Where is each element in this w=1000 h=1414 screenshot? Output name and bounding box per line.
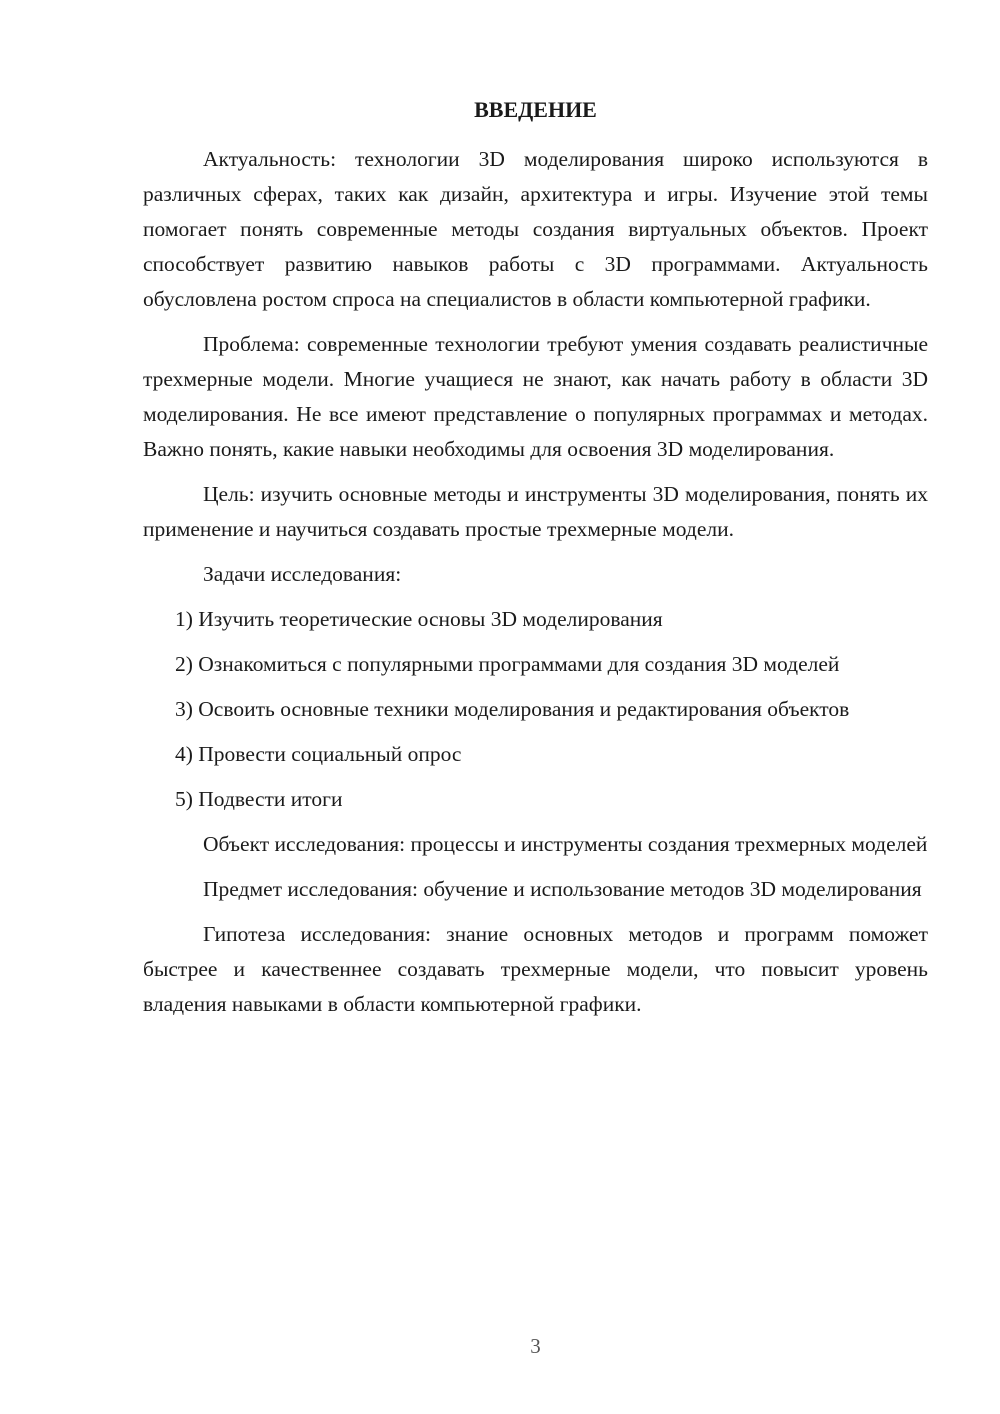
- tasks-heading: Задачи исследования:: [203, 562, 402, 586]
- paragraph-object: Объект исследования: процессы и инструменты создания трехмерных моделей: [203, 832, 928, 856]
- paragraph-problem: Проблема: современные технологии требуют умения создавать реалистичные трехмерные модели. Многие учащиеся не знают, как начать работу в области 3D моделирования. Не все имеют представление о популярных программах и методах. Важно понять, какие навыки необходимы для освоения 3D моделирования.: [143, 332, 928, 461]
- paragraph-hypothesis: Гипотеза исследования: знание основных методов и программ поможет быстрее и качественнее создавать трехмерные модели, что повысит уровень владения навыками в области компьютерной графики.: [143, 922, 928, 1016]
- task-item-4: 4) Провести социальный опрос: [175, 742, 462, 766]
- document-page: [143, 0, 928, 1414]
- task-item-2: 2) Ознакомиться с популярными программами для создания 3D моделей: [175, 652, 840, 676]
- page-number: 3: [530, 1334, 541, 1358]
- paragraph-goal: Цель: изучить основные методы и инструменты 3D моделирования, понять их применение и научиться создавать простые трехмерные модели.: [143, 482, 928, 541]
- paragraph-relevance: Актуальность: технологии 3D моделирования широко используются в различных сферах, таких как дизайн, архитектура и игры. Изучение этой темы помогает понять современные методы создания виртуальных объектов. Проект способствует развитию навыков работы с 3D программами. Актуальность обусловлена ростом спроса на специалистов в области компьютерной графики.: [143, 147, 928, 311]
- document-body: [143, 142, 928, 1022]
- section-title: ВВЕДЕНИЕ: [474, 97, 597, 122]
- paragraph-subject: Предмет исследования: обучение и использование методов 3D моделирования: [203, 877, 922, 901]
- task-item-5: 5) Подвести итоги: [175, 787, 343, 811]
- task-item-1: 1) Изучить теоретические основы 3D моделирования: [175, 607, 663, 631]
- task-item-3: 3) Освоить основные техники моделирования и редактирования объектов: [175, 697, 850, 721]
